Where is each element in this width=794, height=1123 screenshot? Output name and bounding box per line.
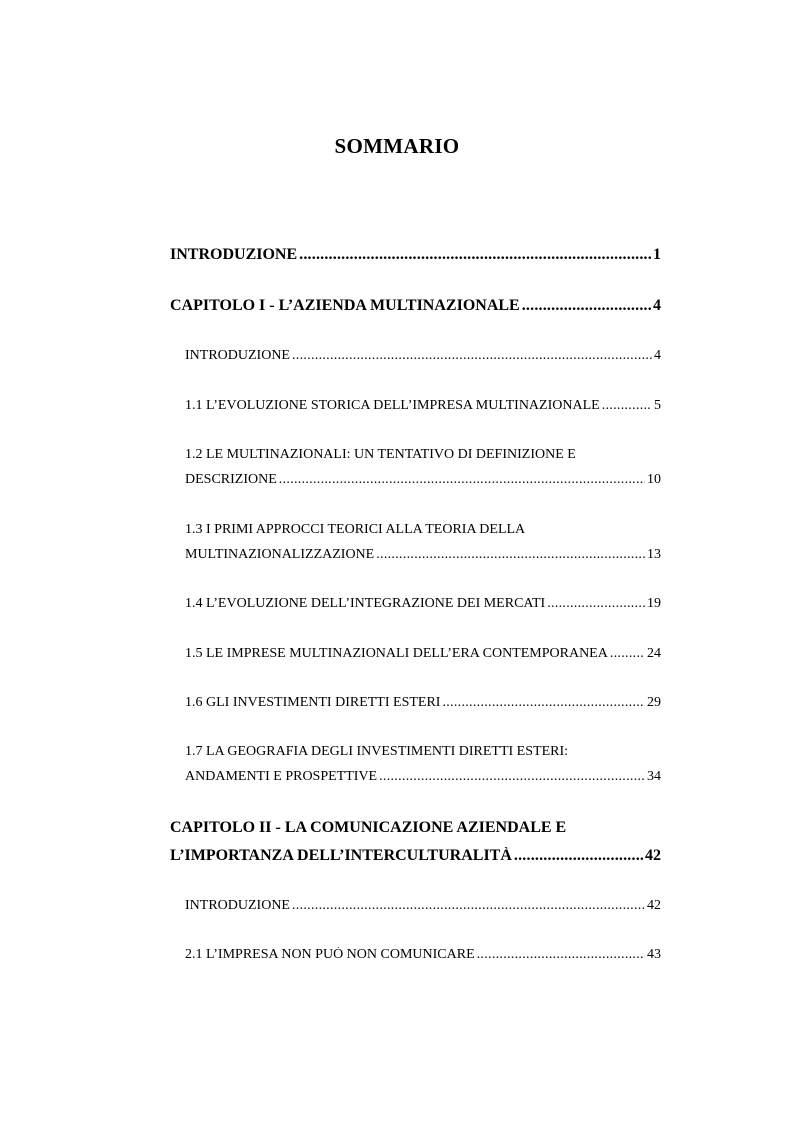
toc-entry-label: CAPITOLO I - L’AZIENDA MULTINAZIONALE: [170, 297, 520, 314]
toc-entry-1-4[interactable]: [185, 596, 661, 612]
toc-entry-introduzione[interactable]: [170, 246, 661, 264]
toc-page-number: 4: [653, 297, 661, 314]
dot-leader: [292, 898, 645, 914]
toc-page-number: 4: [654, 348, 661, 363]
dot-leader: [514, 847, 643, 865]
toc-entry-label: 1.6 GLI INVESTIMENTI DIRETTI ESTERI: [185, 695, 441, 710]
toc-entry-label: INTRODUZIONE: [185, 898, 290, 913]
dot-leader: [299, 246, 651, 264]
toc-entry-capitolo-2-line1[interactable]: CAPITOLO II - LA COMUNICAZIONE AZIENDALE E: [170, 819, 567, 836]
dot-leader: [477, 947, 645, 963]
toc-entry-label: DESCRIZIONE: [185, 472, 277, 487]
toc-entry-capitolo-2[interactable]: [170, 847, 661, 865]
toc-page-number: 13: [647, 547, 661, 562]
toc-entry-1-7-line1[interactable]: 1.7 LA GEOGRAFIA DEGLI INVESTIMENTI DIRETTI ESTERI:: [185, 744, 569, 759]
toc-entry-label: L’IMPORTANZA DELL’INTERCULTURALITÀ: [170, 847, 512, 864]
toc-page-number: 42: [645, 847, 661, 864]
toc-entry-1-2[interactable]: [185, 472, 661, 488]
dot-leader: [376, 547, 645, 563]
dot-leader: [442, 695, 645, 711]
dot-leader: [522, 297, 651, 315]
dot-leader: [279, 472, 645, 488]
toc-page-number: 10: [647, 472, 661, 487]
toc-entry-1-3[interactable]: [185, 547, 661, 563]
toc-entry-1-2-line1[interactable]: 1.2 LE MULTINAZIONALI: UN TENTATIVO DI DEFINIZIONE E: [185, 447, 576, 462]
toc-entry-2-1[interactable]: [185, 947, 661, 963]
toc-entry-capitolo-1[interactable]: [170, 297, 661, 315]
toc-page-number: 34: [647, 769, 661, 784]
toc-entry-label: 2.1 L’IMPRESA NON PUÒ NON COMUNICARE: [185, 947, 475, 962]
toc-entry-cap1-introduzione[interactable]: [185, 348, 661, 364]
dot-leader: [292, 348, 652, 364]
toc-entry-label: 1.4 L’EVOLUZIONE DELL’INTEGRAZIONE DEI MERCATI: [185, 596, 546, 611]
toc-page-number: 24: [647, 646, 661, 661]
dot-leader: [610, 646, 645, 662]
toc-page-number: 43: [647, 947, 661, 962]
toc-page-number: 29: [647, 695, 661, 710]
toc-entry-1-5[interactable]: [185, 646, 661, 662]
dot-leader: [602, 398, 652, 414]
toc-entry-cap2-introduzione[interactable]: [185, 898, 661, 914]
toc-entry-label: 1.1 L’EVOLUZIONE STORICA DELL’IMPRESA MULTINAZIONALE: [185, 398, 600, 413]
page-title: SOMMARIO: [334, 134, 460, 158]
toc-entry-1-1[interactable]: [185, 398, 661, 414]
toc-page-number: 42: [647, 898, 661, 913]
toc-entry-1-6[interactable]: [185, 695, 661, 711]
dot-leader: [379, 769, 645, 785]
toc-entry-label: ANDAMENTI E PROSPETTIVE: [185, 769, 378, 784]
toc-entry-label: INTRODUZIONE: [185, 348, 290, 363]
toc-page-number: 1: [653, 246, 661, 263]
toc-entry-label: MULTINAZIONALIZZAZIONE: [185, 547, 375, 562]
toc-entry-1-3-line1[interactable]: 1.3 I PRIMI APPROCCI TEORICI ALLA TEORIA DELLA: [185, 522, 526, 537]
toc-page-number: 5: [654, 398, 661, 413]
dot-leader: [547, 596, 645, 612]
toc-page-number: 19: [647, 596, 661, 611]
toc-entry-label: INTRODUZIONE: [170, 246, 298, 263]
toc-entry-1-7[interactable]: [185, 769, 661, 785]
toc-entry-label: 1.5 LE IMPRESE MULTINAZIONALI DELL’ERA CONTEMPORANEA: [185, 646, 608, 661]
